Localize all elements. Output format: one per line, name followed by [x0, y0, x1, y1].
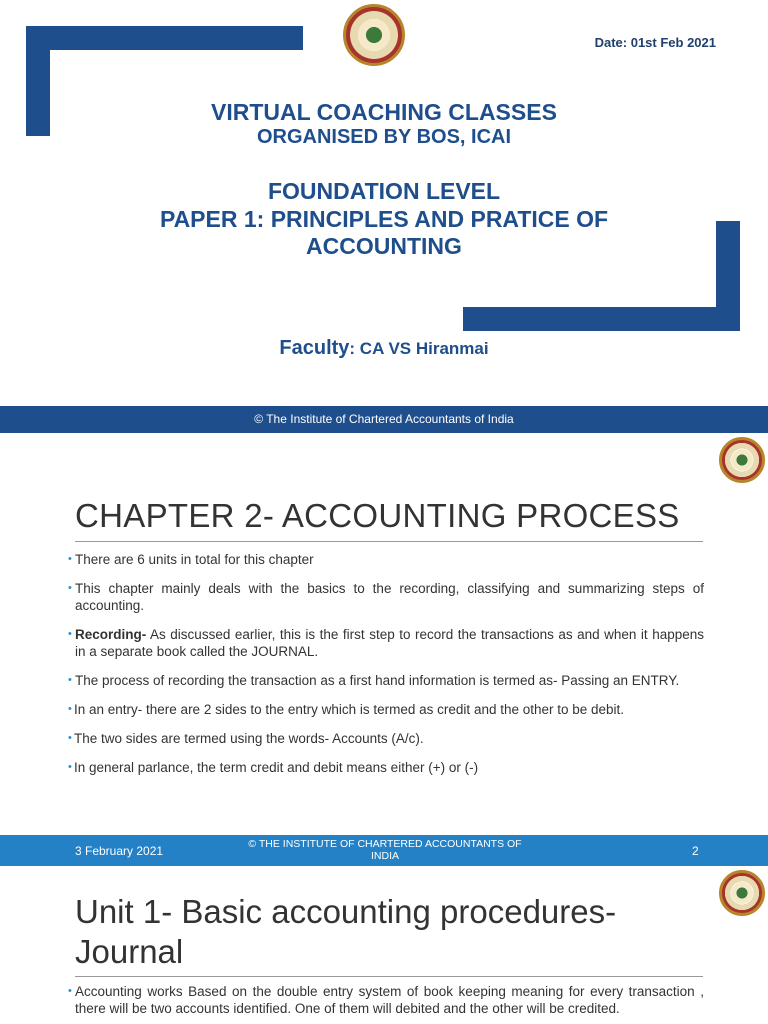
list-item: • In general parlance, the term credit and debit means either (+) or (-) — [68, 760, 479, 775]
bullet-icon: • — [68, 985, 72, 997]
bullet-icon: • — [68, 732, 72, 744]
copyright-band: © The Institute of Chartered Accountants of India — [0, 406, 768, 433]
list-item: • There are 6 units in total for this chapter — [68, 552, 314, 567]
faculty-label: Faculty — [279, 337, 350, 359]
list-item: • Accounting works Based on the double entry system of book keeping meaning for every transaction , there will be two accounts identified. One of them will debited and the other will be credited. — [68, 984, 704, 1016]
bullet-icon: • — [68, 553, 72, 565]
list-item: • This chapter mainly deals with the basics to the recording, classifying and summarizing steps of accounting. — [68, 581, 704, 613]
level-title: FOUNDATION LEVEL — [267, 178, 501, 204]
bullet-icon: • — [68, 761, 72, 773]
organiser-title: ORGANISED BY BOS, ICAI — [256, 126, 512, 148]
bullet-icon: • — [68, 582, 72, 594]
footer-date: 3 February 2021 — [75, 844, 164, 858]
list-item: • In an entry- there are 2 sides to the entry which is termed as credit and the other to be debit. — [68, 702, 625, 717]
faculty-line — [0, 337, 768, 360]
faculty-name: : CA VS Hiranmai — [349, 339, 489, 358]
unit-bullet-list — [68, 983, 704, 1024]
title-slide — [0, 0, 768, 433]
right-bar-horizontal — [463, 307, 740, 331]
chapter-title: CHAPTER 2- ACCOUNTING PROCESS — [75, 497, 680, 534]
unit-slide — [0, 866, 768, 1024]
bullet-icon: • — [68, 703, 72, 715]
paper-title-line1: PAPER 1: PRINCIPLES AND PRATICE OF — [159, 206, 609, 232]
date-label: Date: 01st Feb 2021 — [594, 35, 716, 50]
icai-logo-icon — [343, 4, 405, 66]
icai-logo-icon — [719, 437, 765, 483]
title-divider — [75, 976, 703, 977]
course-title: VIRTUAL COACHING CLASSES — [211, 99, 557, 125]
paper-title-line2: ACCOUNTING — [306, 233, 462, 259]
title-divider — [75, 541, 703, 542]
footer-copyright: © THE INSTITUTE OF CHARTERED ACCOUNTANTS OF INDIA — [248, 838, 522, 862]
bullet-icon: • — [68, 674, 72, 686]
top-left-bar-horizontal — [26, 26, 303, 50]
list-item: • Recording- As discussed earlier, this is the first step to record the transactions as and when it happens in a separate book called the JOURNAL. — [68, 627, 704, 659]
bullet-icon: • — [68, 628, 72, 640]
bold-term: Recording- — [75, 627, 147, 642]
chapter-bullet-list — [68, 551, 704, 788]
page-number: 2 — [692, 844, 699, 858]
slide-footer — [0, 835, 768, 866]
chapter-slide — [0, 433, 768, 866]
icai-logo-icon — [719, 870, 765, 916]
list-item: • The two sides are termed using the words- Accounts (A/c). — [68, 731, 424, 746]
list-item: • The process of recording the transaction as a first hand information is termed as- Passing an ENTRY. — [68, 673, 680, 688]
unit-title: Unit 1- Basic accounting procedures- Journal — [75, 893, 617, 970]
